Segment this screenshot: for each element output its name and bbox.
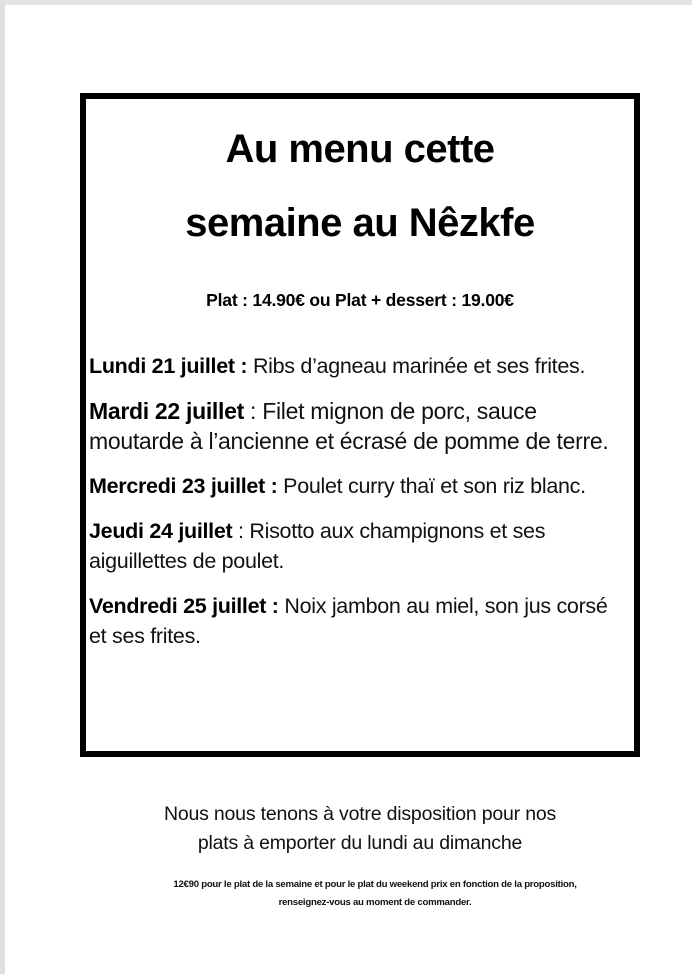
pricing-note-line-2: renseignez-vous au moment de commander. bbox=[278, 897, 472, 908]
day-label: Lundi 21 juillet bbox=[89, 354, 235, 378]
menu-day-wednesday bbox=[89, 471, 630, 501]
day-separator: : bbox=[243, 398, 257, 424]
day-dish: Risotto aux champignons et ses aiguillettes de poulet. bbox=[89, 519, 546, 573]
day-label: Mercredi 23 juillet bbox=[89, 474, 265, 498]
takeaway-line-1: Nous nous tenons à votre disposition pour nos bbox=[163, 803, 557, 825]
price-line: Plat : 14.90€ ou Plat + dessert : 19.00€ bbox=[206, 290, 514, 310]
menu-title bbox=[86, 112, 634, 260]
day-label: Mardi 22 juillet bbox=[89, 398, 244, 424]
day-separator: : bbox=[264, 474, 278, 498]
pricing-note-line-1: 12€90 pour le plat de la semaine et pour le plat du weekend prix en fonction de la proposition, bbox=[173, 879, 577, 890]
day-label: Jeudi 24 juillet bbox=[89, 519, 233, 543]
menu-day-friday bbox=[89, 591, 630, 651]
day-separator: : bbox=[232, 519, 244, 543]
page-edge-top bbox=[0, 0, 692, 5]
day-dish: Poulet curry thaï et son riz blanc. bbox=[277, 474, 586, 498]
menu-title-line-1: Au menu cette bbox=[225, 127, 495, 171]
day-dish: Filet mignon de porc, sauce moutarde à l’ancienne et écrasé de pomme de terre. bbox=[89, 398, 609, 454]
page-edge-left bbox=[0, 0, 5, 974]
menu-day-monday bbox=[89, 351, 630, 381]
menu-day-thursday bbox=[89, 516, 630, 576]
day-dish: Noix jambon au miel, son jus corsé et ses frites. bbox=[89, 594, 608, 648]
daily-menu-list bbox=[89, 351, 630, 666]
day-separator: : bbox=[266, 594, 279, 618]
menu-day-tuesday bbox=[89, 396, 630, 456]
takeaway-line-2: plats à emporter du lundi au dimanche bbox=[197, 832, 523, 854]
day-separator: : bbox=[234, 354, 248, 378]
day-label: Vendredi 25 juillet bbox=[89, 594, 267, 618]
menu-title-line-2: semaine au Nêzkfe bbox=[185, 201, 535, 245]
pricing-note bbox=[90, 876, 660, 912]
takeaway-notice bbox=[40, 800, 680, 858]
day-dish: Ribs d’agneau marinée et ses frites. bbox=[247, 354, 586, 378]
weekly-menu-box bbox=[80, 93, 640, 757]
